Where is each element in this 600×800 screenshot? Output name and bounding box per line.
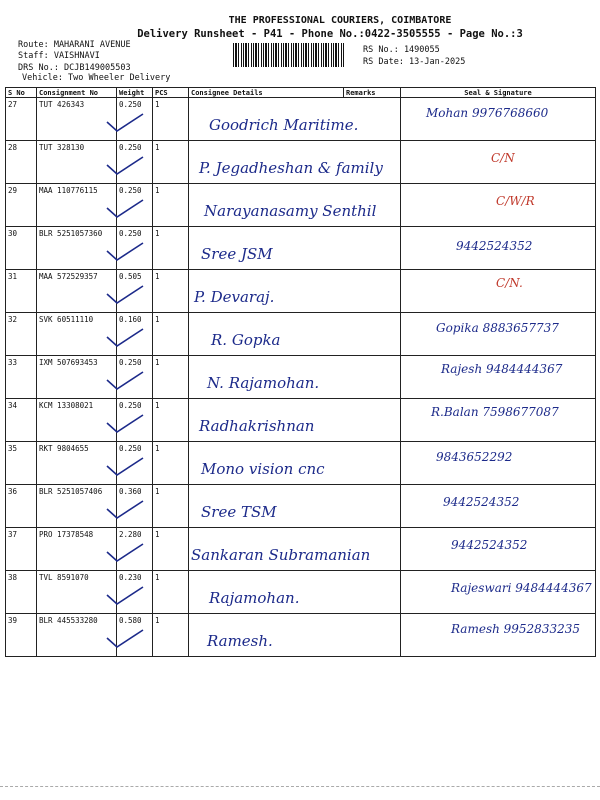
table-row (6, 399, 596, 442)
consignee-handwriting: Rajamohan. (209, 589, 300, 607)
row-consignee (189, 614, 401, 657)
row-consignment: MAA 110776115 (37, 184, 117, 227)
signature-handwriting: 9442524352 (443, 495, 520, 509)
consignee-handwriting: Mono vision cnc (201, 460, 325, 478)
signature-handwriting: Rajeswari 9484444367 (451, 581, 592, 595)
row-consignment: BLR 445533280 (37, 614, 117, 657)
signature-handwriting: 9843652292 (436, 450, 513, 464)
row-sno: 37 (6, 528, 37, 571)
row-consignment: MAA 572529357 (37, 270, 117, 313)
col-sno: S No (6, 88, 37, 98)
table-row (6, 98, 596, 141)
row-weight: 0.250 (117, 184, 153, 227)
row-pcs: 1 (153, 571, 189, 614)
row-weight: 0.250 (117, 399, 153, 442)
row-consignee (189, 356, 401, 399)
consignee-handwriting: P. Jegadheshan & family (199, 159, 383, 177)
row-consignment: TUT 426343 (37, 98, 117, 141)
consignee-handwriting: N. Rajamohan. (207, 374, 320, 392)
row-sno: 33 (6, 356, 37, 399)
row-consignment: SVK 60511110 (37, 313, 117, 356)
row-sno: 30 (6, 227, 37, 270)
row-weight: 0.160 (117, 313, 153, 356)
row-sno: 35 (6, 442, 37, 485)
row-pcs: 1 (153, 270, 189, 313)
row-consignee (189, 442, 401, 485)
consignee-handwriting: Goodrich Maritime. (209, 116, 359, 134)
row-consignee (189, 141, 401, 184)
row-consignee (189, 184, 401, 227)
table-row (6, 184, 596, 227)
row-signature (401, 614, 596, 657)
row-consignee (189, 98, 401, 141)
row-sno: 39 (6, 614, 37, 657)
row-consignment: RKT 9804655 (37, 442, 117, 485)
row-signature (401, 356, 596, 399)
row-pcs: 1 (153, 313, 189, 356)
signature-handwriting: Gopika 8883657737 (436, 321, 559, 335)
row-weight: 0.580 (117, 614, 153, 657)
row-weight: 0.505 (117, 270, 153, 313)
table-row (6, 442, 596, 485)
row-consignment: KCM 13308021 (37, 399, 117, 442)
consignee-handwriting: Sree JSM (201, 245, 273, 263)
row-sno: 29 (6, 184, 37, 227)
row-weight: 0.250 (117, 442, 153, 485)
col-consignment: Consignment No (37, 88, 117, 98)
consignee-handwriting: Sree TSM (201, 503, 277, 521)
row-signature (401, 313, 596, 356)
col-weight: Weight (117, 88, 153, 98)
col-remarks: Remarks (344, 88, 401, 98)
row-weight: 0.250 (117, 98, 153, 141)
row-weight: 0.360 (117, 485, 153, 528)
row-consignee (189, 399, 401, 442)
row-sno: 27 (6, 98, 37, 141)
table-row (6, 571, 596, 614)
row-pcs: 1 (153, 528, 189, 571)
row-consignment: IXM 507693453 (37, 356, 117, 399)
consignee-handwriting: Ramesh. (207, 632, 273, 650)
row-pcs: 1 (153, 614, 189, 657)
signature-handwriting: 9442524352 (451, 538, 528, 552)
col-consignee: Consignee Details (189, 88, 344, 98)
table-row (6, 270, 596, 313)
row-consignment: TUT 328130 (37, 141, 117, 184)
row-consignment: TVL 8591070 (37, 571, 117, 614)
row-consignee (189, 485, 401, 528)
row-consignee (189, 528, 401, 571)
row-consignment: BLR 5251057360 (37, 227, 117, 270)
row-consignee (189, 571, 401, 614)
row-signature (401, 141, 596, 184)
row-weight: 0.250 (117, 227, 153, 270)
row-signature (401, 571, 596, 614)
row-sno: 36 (6, 485, 37, 528)
row-pcs: 1 (153, 399, 189, 442)
row-signature (401, 270, 596, 313)
company-title: THE PROFESSIONAL COURIERS, COIMBATORE (228, 15, 452, 26)
page-bottom-rule (0, 786, 600, 787)
row-weight: 2.280 (117, 528, 153, 571)
table-row (6, 528, 596, 571)
runsheet-table (5, 87, 596, 657)
signature-handwriting: Ramesh 9952833235 (451, 622, 580, 636)
table-row (6, 227, 596, 270)
row-consignment: BLR 5251057406 (37, 485, 117, 528)
signature-handwriting: C/N. (496, 276, 523, 290)
signature-handwriting: 9442524352 (456, 239, 533, 253)
row-pcs: 1 (153, 227, 189, 270)
row-pcs: 1 (153, 184, 189, 227)
table-row (6, 485, 596, 528)
row-pcs: 1 (153, 485, 189, 528)
row-signature (401, 98, 596, 141)
row-weight: 0.230 (117, 571, 153, 614)
row-consignee (189, 270, 401, 313)
vehicle-label: Vehicle: Two Wheeler Delivery (22, 73, 171, 83)
row-consignee (189, 313, 401, 356)
row-pcs: 1 (153, 141, 189, 184)
row-weight: 0.250 (117, 356, 153, 399)
table-row (6, 614, 596, 657)
row-signature (401, 399, 596, 442)
row-signature (401, 184, 596, 227)
table-row (6, 313, 596, 356)
row-sno: 34 (6, 399, 37, 442)
consignee-handwriting: Sankaran Subramanian (191, 546, 371, 564)
drs-label: DRS No.: DCJB149005503 (18, 63, 131, 73)
route-label: Route: MAHARANI AVENUE (18, 40, 131, 50)
row-signature (401, 528, 596, 571)
rs-date: RS Date: 13-Jan-2025 (363, 57, 466, 67)
consignee-handwriting: P. Devaraj. (194, 288, 275, 306)
row-consignment: PRO 17378548 (37, 528, 117, 571)
row-pcs: 1 (153, 356, 189, 399)
row-sno: 31 (6, 270, 37, 313)
row-signature (401, 485, 596, 528)
row-signature (401, 442, 596, 485)
row-consignee (189, 227, 401, 270)
col-pcs: PCS (153, 88, 189, 98)
consignee-handwriting: Radhakrishnan (199, 417, 315, 435)
signature-handwriting: R.Balan 7598677087 (431, 405, 559, 419)
consignee-handwriting: Narayanasamy Senthil (204, 202, 377, 220)
rs-number: RS No.: 1490055 (363, 45, 440, 55)
signature-handwriting: C/W/R (496, 194, 535, 208)
staff-label: Staff: VAISHNAVI (18, 51, 100, 61)
row-pcs: 1 (153, 442, 189, 485)
row-sno: 32 (6, 313, 37, 356)
table-header-row (6, 88, 596, 98)
row-weight: 0.250 (117, 141, 153, 184)
signature-handwriting: Mohan 9976768660 (426, 106, 549, 120)
barcode (233, 43, 345, 67)
signature-handwriting: Rajesh 9484444367 (441, 362, 563, 376)
row-sno: 38 (6, 571, 37, 614)
table-row (6, 141, 596, 184)
runsheet-subtitle: Delivery Runsheet - P41 - Phone No.:0422-3505555 - Page No.:3 (137, 28, 523, 40)
table-row (6, 356, 596, 399)
consignee-handwriting: R. Gopka (211, 331, 281, 349)
signature-handwriting: C/N (491, 151, 515, 165)
row-signature (401, 227, 596, 270)
row-sno: 28 (6, 141, 37, 184)
row-pcs: 1 (153, 98, 189, 141)
col-signature: Seal & Signature (401, 88, 596, 98)
